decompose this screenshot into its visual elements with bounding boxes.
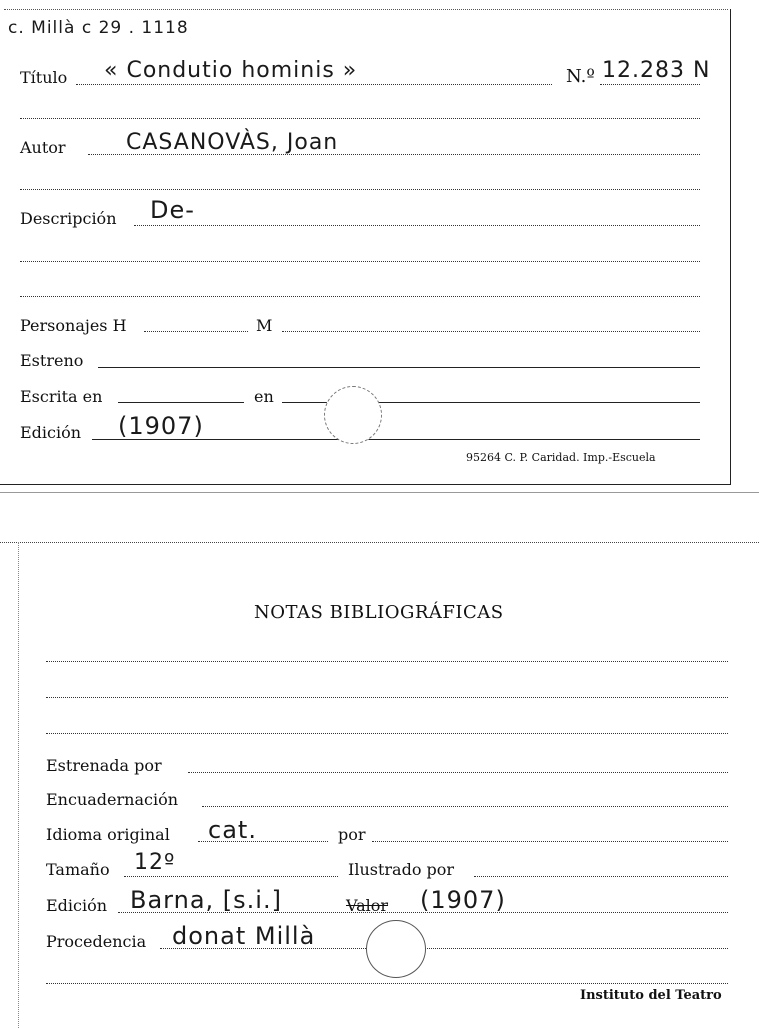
numero-line <box>600 84 700 85</box>
encuadernacion-line <box>202 806 728 807</box>
notas-heading: NOTAS BIBLIOGRÁFICAS <box>254 602 504 623</box>
ilustrado-line <box>474 876 728 877</box>
card2-line-1 <box>46 661 728 662</box>
procedencia-label: Procedencia <box>46 932 147 951</box>
card1-line-7 <box>20 296 700 297</box>
descripcion-line <box>134 225 700 226</box>
idioma-value: cat. <box>208 816 257 844</box>
ilustrado-label: Ilustrado por <box>348 860 455 879</box>
m-label: M <box>256 316 273 335</box>
card2-line-3 <box>46 733 728 734</box>
card2-line-last <box>46 983 728 984</box>
card2-line-2 <box>46 697 728 698</box>
numero-value: 12.283 N <box>602 58 711 83</box>
valor-value: (1907) <box>420 886 506 914</box>
card1-top-border <box>4 9 728 10</box>
card1-line-4 <box>20 189 700 190</box>
personajes-label: Personajes H <box>20 316 127 335</box>
titulo-value: « Condutio hominis » <box>104 58 358 83</box>
card1-right-border <box>730 9 731 485</box>
card1-line-2 <box>20 118 700 119</box>
por-label: por <box>338 825 366 844</box>
encuadernacion-label: Encuadernación <box>46 790 179 809</box>
numero-label: N.º <box>566 66 595 87</box>
punch-hole-2 <box>366 920 426 978</box>
card1-bottom-border-2 <box>0 492 759 493</box>
edicion2-value: Barna, [s.i.] <box>130 886 282 914</box>
card2-left-border <box>18 542 19 1028</box>
personajes-h-line <box>144 331 248 332</box>
card2-top-border <box>0 542 759 543</box>
estreno-line <box>98 367 700 368</box>
en-label: en <box>254 387 274 406</box>
tamano-label: Tamaño <box>46 860 110 879</box>
idioma-label: Idioma original <box>46 825 170 844</box>
edicion-value: (1907) <box>118 412 204 440</box>
corner-note: c. Millà c 29 . 1118 <box>8 18 189 38</box>
printer-imprint: 95264 C. P. Caridad. Imp.-Escuela <box>466 451 656 464</box>
valor-label: Valor <box>346 896 389 915</box>
personajes-m-line <box>282 331 700 332</box>
descripcion-label: Descripción <box>20 209 117 228</box>
autor-value: CASANOVÀS, Joan <box>126 130 339 155</box>
escrita-label: Escrita en <box>20 387 103 406</box>
descripcion-value: De- <box>150 196 195 224</box>
edicion-label: Edición <box>20 423 82 442</box>
estrenada-line <box>188 772 728 773</box>
por-line <box>372 841 728 842</box>
card1-bottom-border <box>0 484 731 485</box>
escrita-line <box>118 402 244 403</box>
estreno-label: Estreno <box>20 351 84 370</box>
procedencia-value: donat Millà <box>172 922 316 950</box>
punch-hole <box>324 386 382 444</box>
edicion2-label: Edición <box>46 896 108 915</box>
tamano-value: 12º <box>134 850 176 875</box>
card1-line-6 <box>20 261 700 262</box>
autor-label: Autor <box>20 138 66 157</box>
titulo-line <box>76 84 552 85</box>
titulo-label: Título <box>20 68 68 87</box>
institution-name: Instituto del Teatro <box>580 988 722 1003</box>
estrenada-label: Estrenada por <box>46 756 162 775</box>
tamano-line <box>124 876 338 877</box>
